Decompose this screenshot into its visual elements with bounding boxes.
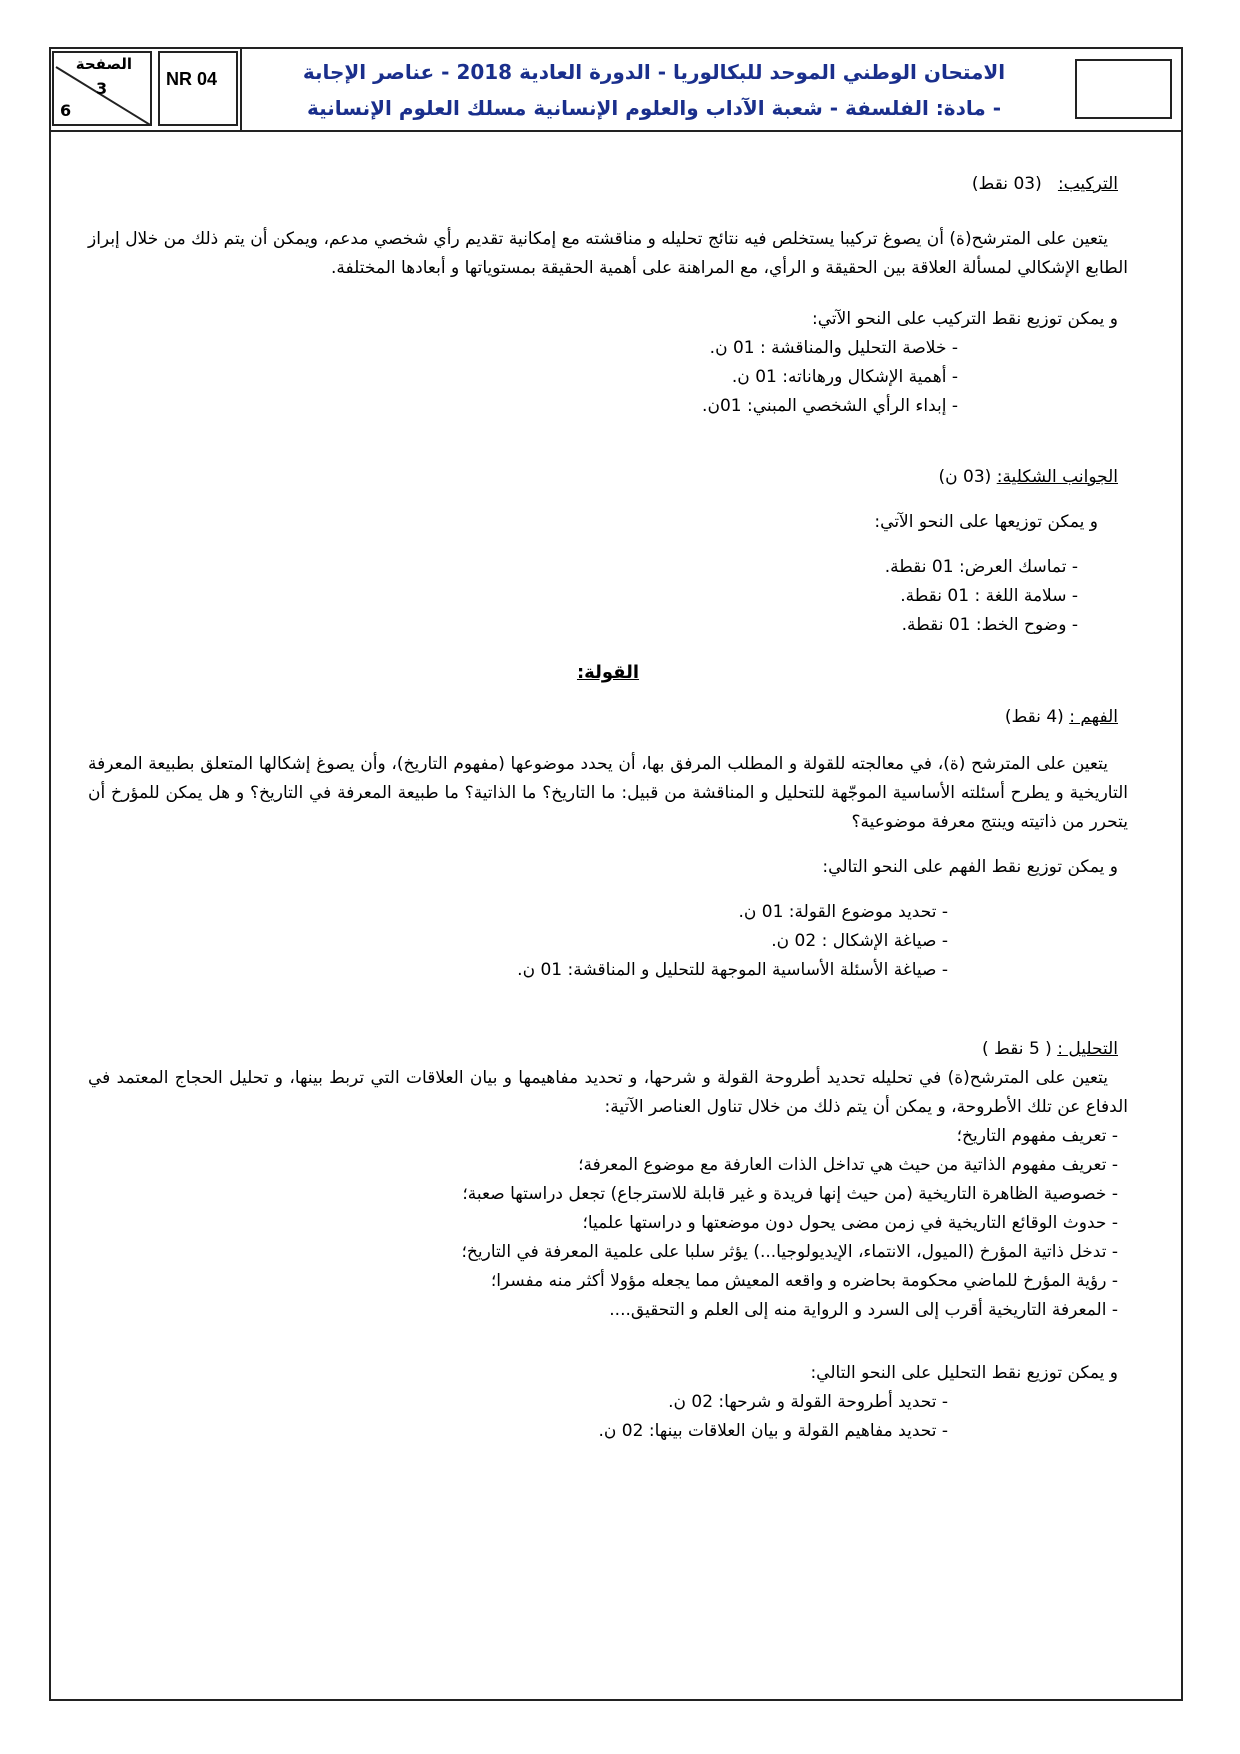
page-number-box [52,51,152,126]
document-body [88,170,1128,1446]
analysis-points: ( 5 نقط ) [982,1039,1052,1059]
list-item: - صياغة الأسئلة الأساسية الموجهة للتحليل و المناقشة: 01 ن. [88,956,948,985]
understanding-items [88,898,948,985]
list-item: - تعريف مفهوم التاريخ؛ [88,1122,1118,1151]
list-item: - وضوح الخط: 01 نقطة. [88,611,1078,640]
understanding-paragraph: يتعين على المترشح (ة)، في معالجته للقولة و المطلب المرفق بها، أن يحدد موضوعها (مفهوم التاريخ)، وأن يصوغ إشكالها المتعلق بطبيعة المعرفة التاريخية و يطرح أسئلته الأساسية الموجّهة للتحليل و المناقشة من قبيل: ما التاريخ؟ ما الذاتية؟ ما طبيعة المعرفة في التاريخ؟ و هل يمكن للمؤرخ أن يتحرر من ذاتيته وينتج معرفة موضوعية؟ [88,754,1128,832]
list-item: - تحديد أطروحة القولة و شرحها: 02 ن. [88,1388,948,1417]
synthesis-points: (03 نقط) [971,174,1042,194]
analysis-distribution-intro: و يمكن توزيع نقط التحليل على النحو التالي: [810,1363,1118,1383]
list-item: - تحديد مفاهيم القولة و بيان العلاقات بينها: 02 ن. [88,1417,948,1446]
page-total: 6 [60,101,72,120]
list-item: - سلامة اللغة : 01 نقطة. [88,582,1078,611]
list-item: - تعريف مفهوم الذاتية من حيث هي تداخل الذات العارفة مع موضوع المعرفة؛ [88,1151,1118,1180]
understanding-title: الفهم : [1069,707,1118,727]
header-separator [240,49,242,130]
header-title-line1: الامتحان الوطني الموحد للبكالوريا - الدورة العادية 2018 - عناصر الإجابة [302,60,1006,84]
list-item: - أهمية الإشكال ورهاناته: 01 ن. [88,363,958,392]
understanding-points: (4 نقط) [1004,707,1064,727]
list-item: - حدوث الوقائع التاريخية في زمن مضى يحول دون موضعتها و دراستها علميا؛ [88,1209,1118,1238]
list-item: - تدخل ذاتية المؤرخ (الميول، الانتماء، الإيديولوجيا...) يؤثر سلبا على علمية المعرفة في التاريخ؛ [88,1238,1118,1267]
exam-code: NR 04 [158,51,238,126]
understanding-heading [88,703,1118,732]
synthesis-paragraph: يتعين على المترشح(ة) أن يصوغ تركيبا يستخلص فيه نتائج تحليله و مناقشته مع إمكانية تقديم رأي شخصي مدعم، ويمكن أن يتم ذلك من خلال إبراز الطابع الإشكالي لمسألة العلاقة بين الحقيقة و الرأي، مع المراهنة على أهمية الحقيقة بمستوياتها و أبعادها المختلفة. [88,229,1128,278]
formal-points: (03 ن) [938,467,992,487]
header-divider [49,130,1183,132]
analysis-elements [88,1122,1118,1325]
page-label: الصفحة [75,55,132,73]
list-item: - المعرفة التاريخية أقرب إلى السرد و الرواية منه إلى العلم و التحقيق.... [88,1296,1118,1325]
header-title-line2: - مادة: الفلسفة - شعبة الآداب والعلوم الإنسانية مسلك العلوم الإنسانية [306,96,1002,120]
list-item: - تحديد موضوع القولة: 01 ن. [88,898,948,927]
list-item: - إبداء الرأي الشخصي المبني: 01ن. [88,392,958,421]
analysis-title: التحليل : [1057,1039,1118,1059]
synthesis-distribution-intro: و يمكن توزيع نقط التركيب على النحو الآتي: [812,309,1118,329]
analysis-items [88,1388,948,1446]
list-item: - صياغة الإشكال : 02 ن. [88,927,948,956]
page-number: 3 [96,79,108,98]
list-item: - خصوصية الظاهرة التاريخية (من حيث إنها فريدة و غير قابلة للاسترجاع) تجعل دراستها صعبة؛ [88,1180,1118,1209]
analysis-heading [88,1035,1118,1064]
formal-distribution-intro: و يمكن توزيعها على النحو الآتي: [874,512,1098,532]
list-item: - رؤية المؤرخ للماضي محكومة بحاضره و واقعه المعيش مما يجعله مؤولا أكثر منه مفسرا؛ [88,1267,1118,1296]
analysis-paragraph: يتعين على المترشح(ة) في تحليله تحديد أطروحة القولة و شرحها، و تحديد مفاهيمها و بيان العلاقات التي تربط بينها، و تحليل الحجاج المعتمد في الدفاع عن تلك الأطروحة، و يمكن أن يتم ذلك من خلال تناول العناصر الآتية: [88,1068,1128,1117]
quote-heading: القولة: [576,662,640,683]
logo-placeholder [1075,59,1172,119]
understanding-distribution-intro: و يمكن توزيع نقط الفهم على النحو التالي: [822,857,1118,877]
formal-heading [88,463,1118,492]
formal-items [88,553,1078,640]
section-synthesis [88,170,1118,199]
synthesis-items [88,334,958,421]
synthesis-title: التركيب: [1057,174,1118,194]
header-title [250,54,1058,126]
list-item: - تماسك العرض: 01 نقطة. [88,553,1078,582]
list-item: - خلاصة التحليل والمناقشة : 01 ن. [88,334,958,363]
formal-title: الجوانب الشكلية: [996,467,1118,487]
